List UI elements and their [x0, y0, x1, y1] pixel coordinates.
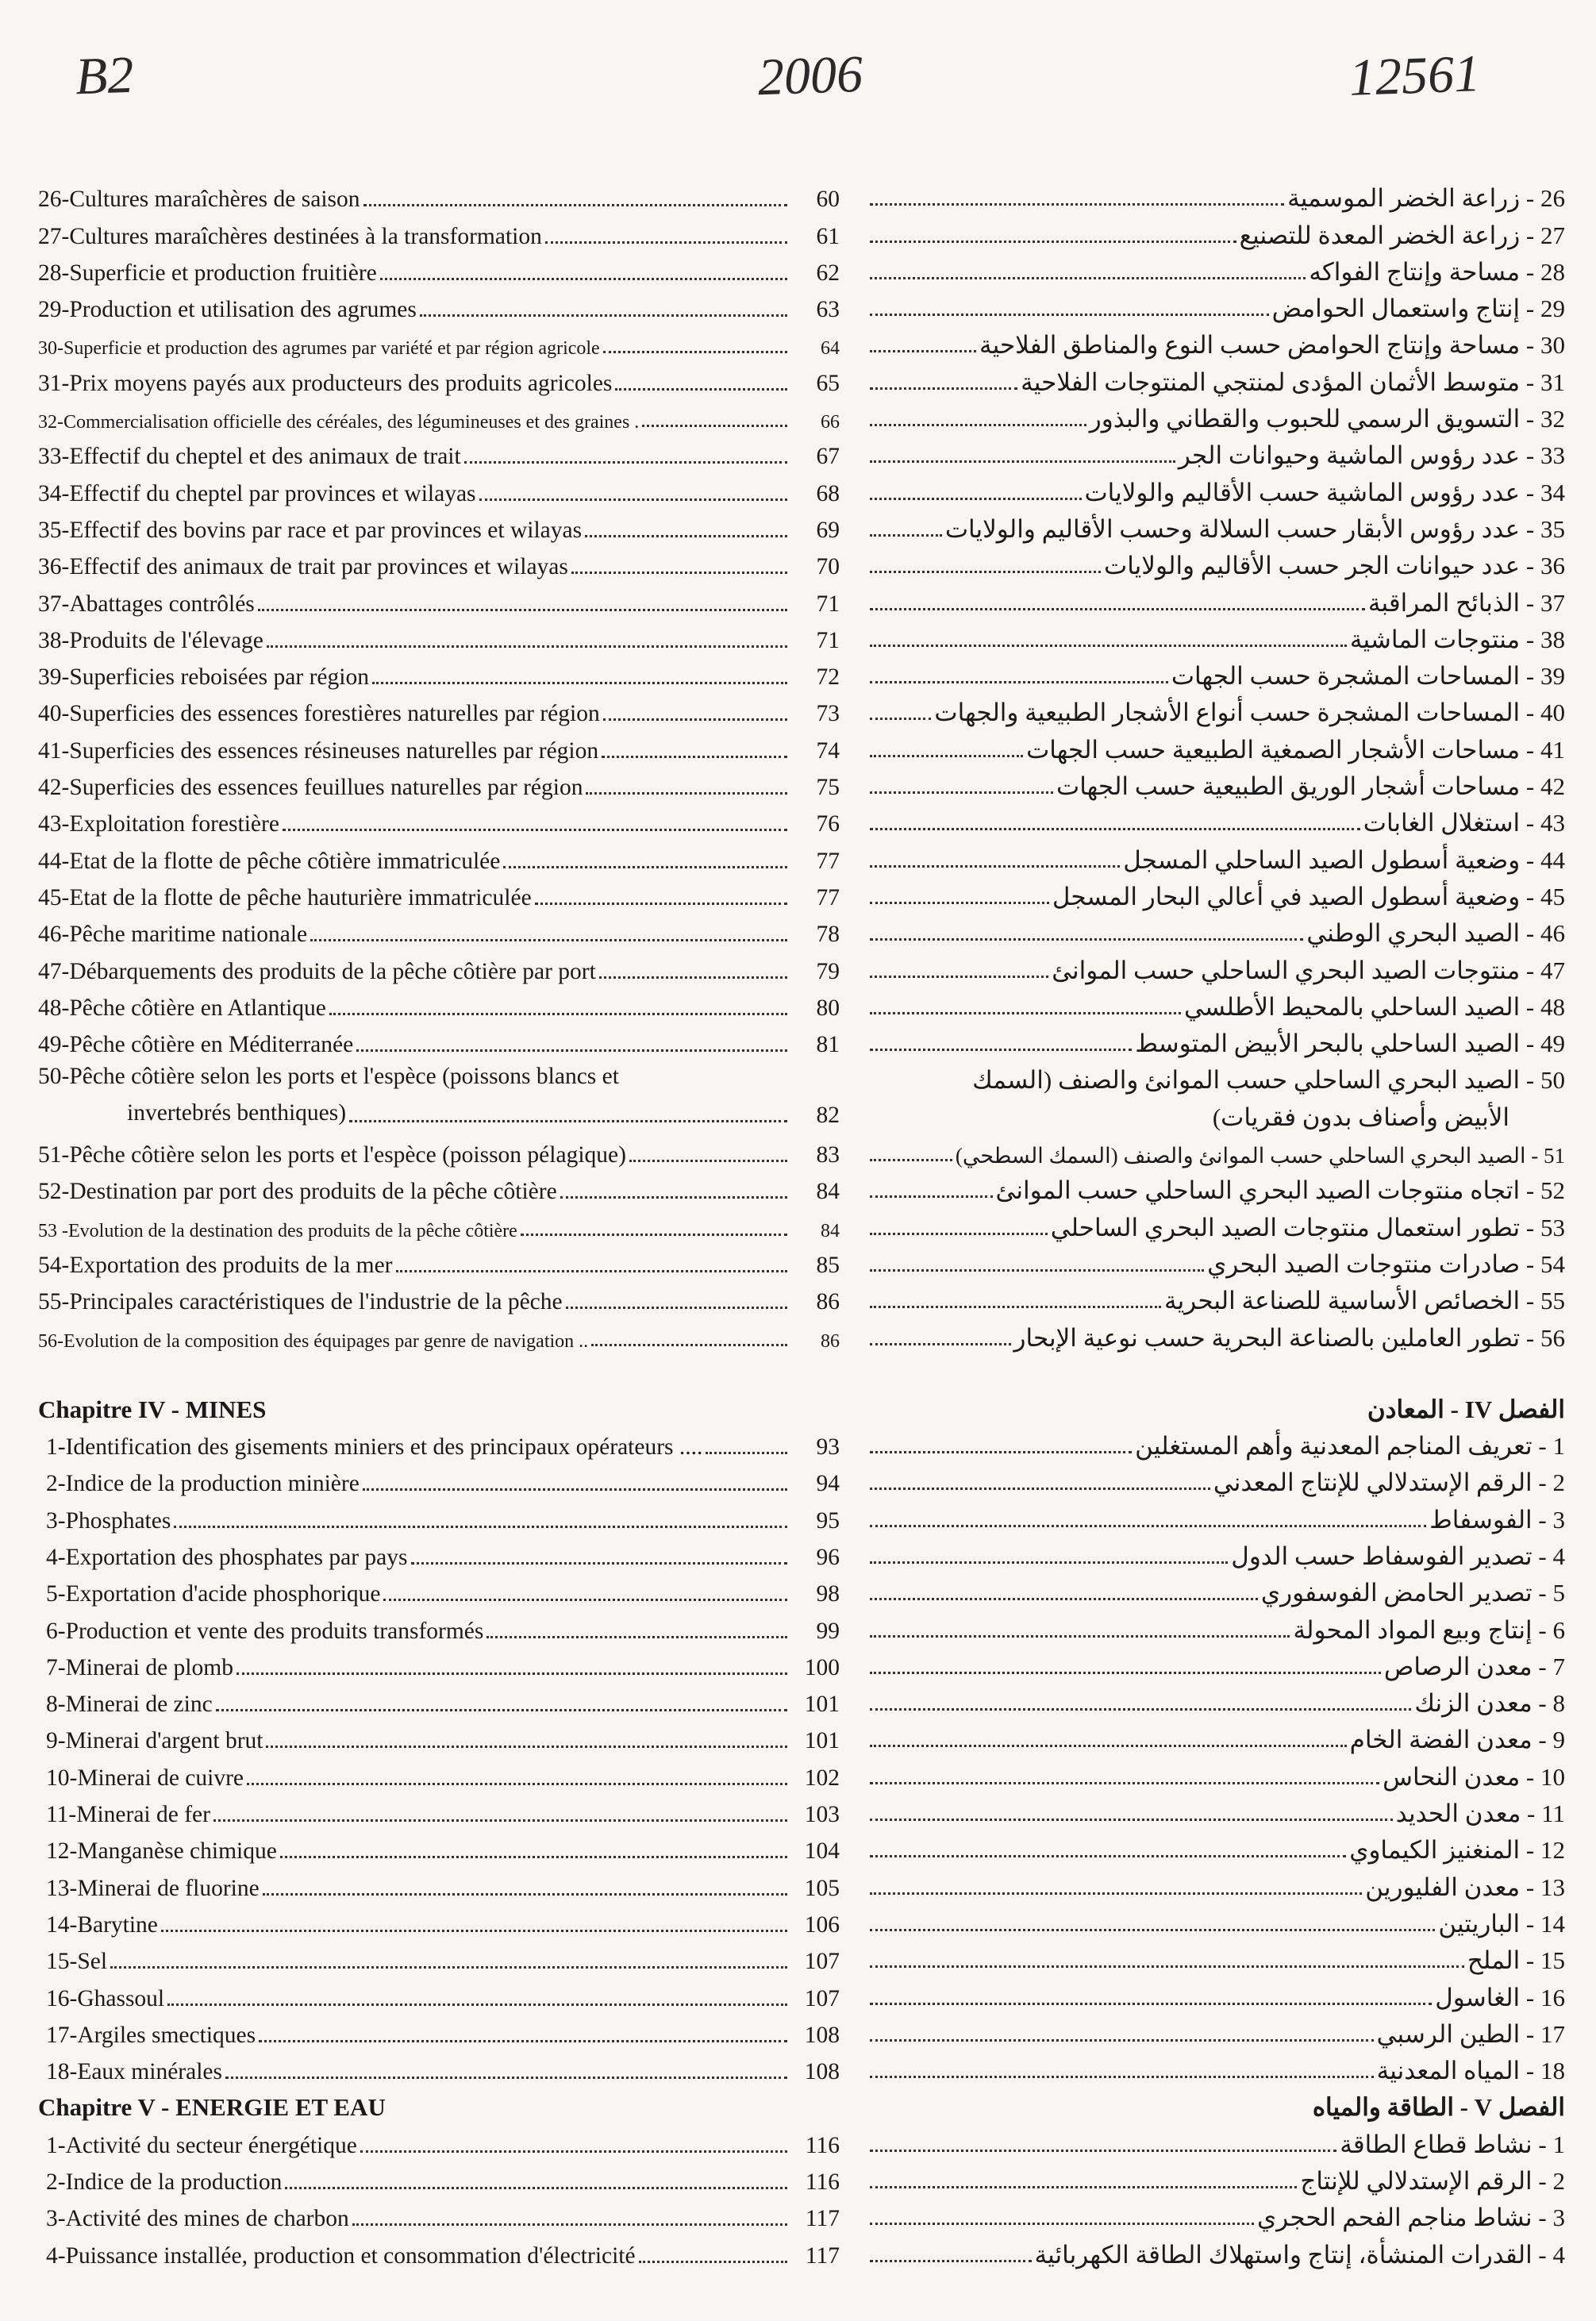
- toc-entry: [867, 837, 1565, 874]
- toc-entry: [867, 1205, 1565, 1241]
- entry-title: 8-Minerai de zinc: [46, 1692, 213, 1718]
- entry-title: 12-Manganèse chimique: [46, 1838, 277, 1865]
- entry-title: 8 - معدن الزنك: [1414, 1689, 1565, 1718]
- toc-entry: [867, 875, 1565, 911]
- entry-title: 34 - عدد رؤوس الماشية حسب الأقاليم والولايات: [1084, 478, 1565, 506]
- page-number: 94: [816, 1471, 840, 1497]
- page-number: 66: [821, 412, 840, 433]
- toc-entry: [867, 360, 1565, 396]
- toc-entry: [867, 1315, 1565, 1352]
- toc-entry: [46, 2049, 840, 2085]
- toc-entry: [38, 287, 840, 323]
- entry-title: 39-Superficies reboisées par région: [38, 664, 369, 691]
- page-number: 116: [805, 2169, 840, 2196]
- toc-entry: [46, 1424, 840, 1461]
- toc-entry: [867, 2049, 1565, 2085]
- toc-entry: [38, 875, 840, 911]
- entry-title: 16 - الغاسول: [1435, 1983, 1565, 2011]
- entry-title: 18 - المياه المعدنية: [1376, 2057, 1565, 2085]
- page-number: 78: [816, 922, 840, 948]
- entry-title: 44-Etat de la flotte de pêche côtière immatriculée: [38, 848, 501, 874]
- entry-title: 4-Puissance installée, production et consommation d'électricité: [46, 2242, 636, 2269]
- entry-title: 2-Indice de la production: [46, 2169, 283, 2196]
- entry-title: 47-Débarquements des produits de la pêche côtière par port: [38, 958, 596, 984]
- entry-title: 37-Abattages contrôlés: [38, 591, 255, 617]
- entry-title: 16-Ghassoul: [46, 1985, 165, 2011]
- page-number: 69: [816, 517, 840, 543]
- page-number: 103: [804, 1802, 840, 1828]
- toc-entry: [867, 1497, 1565, 1534]
- entry-title: 36 - عدد حيوانات الجر حسب الأقاليم والولايات: [1104, 552, 1565, 580]
- toc-entry: [867, 691, 1565, 727]
- toc-entry: [38, 323, 840, 360]
- toc-entry: [46, 1902, 840, 1938]
- page-number: 106: [804, 1911, 840, 1938]
- page-number: 107: [804, 1949, 840, 1975]
- toc-entry: [46, 1754, 840, 1791]
- page-number: 99: [816, 1618, 840, 1644]
- chapter-heading: Chapitre IV - MINES: [38, 1395, 267, 1423]
- entry-title: 28 - مساحة وإنتاج الفواكه: [1309, 257, 1565, 286]
- entry-title: 3 - الفوسفاط: [1429, 1505, 1565, 1534]
- page-number: 95: [816, 1507, 840, 1534]
- toc-entry: [867, 727, 1565, 764]
- entry-title: 2 - الرقم الإستدلالي للإنتاج: [1300, 2167, 1565, 2196]
- entry-title: 51-Pêche côtière selon les ports et l'espèce (poisson pélagique): [38, 1142, 626, 1168]
- page-number: 116: [805, 2132, 840, 2158]
- page-number: 79: [816, 958, 840, 984]
- entry-title: 47 - منتوجات الصيد البحري الساحلي حسب الموانئ: [1052, 956, 1565, 984]
- entry-title: 1-Identification des gisements miniers et des principaux opérateurs ....: [46, 1434, 703, 1461]
- entry-title: 48-Pêche côtière en Atlantique: [38, 995, 326, 1021]
- toc-entry: [38, 397, 840, 433]
- entry-title: 1-Activité du secteur énergétique: [46, 2132, 357, 2158]
- toc-entry: [46, 1681, 840, 1718]
- page-number: 73: [816, 701, 840, 727]
- entry-title: 10-Minerai de cuivre: [46, 1765, 244, 1791]
- arabic-chapter5-list: [867, 2122, 1565, 2269]
- toc-entry: [46, 2122, 840, 2158]
- toc-entry: [867, 544, 1565, 580]
- page-number: 75: [816, 775, 840, 801]
- entry-title: 50-Pêche côtière selon les ports et l'espèce (poissons blancs et: [38, 1064, 619, 1090]
- toc-entry: [46, 1718, 840, 1754]
- entry-title: 55 - الخصائص الأساسية للصناعة البحرية: [1163, 1287, 1565, 1315]
- toc-entry: [46, 1461, 840, 1497]
- toc-entry: [867, 1571, 1565, 1607]
- toc-entry: [867, 764, 1565, 801]
- entry-title: 55-Principales caractéristiques de l'industrie de la pêche: [38, 1289, 563, 1315]
- toc-entry: [46, 1571, 840, 1607]
- page-number: 62: [816, 260, 840, 286]
- entry-title: 36-Effectif des animaux de trait par provinces et wilayas: [38, 554, 568, 580]
- page-number: 63: [816, 297, 840, 323]
- toc-entry: [38, 544, 840, 580]
- toc-entry: [867, 1828, 1565, 1865]
- page-number: 80: [816, 995, 840, 1021]
- entry-title: 5-Exportation d'acide phosphorique: [46, 1581, 381, 1607]
- toc-entry: [867, 1461, 1565, 1497]
- page-number: 101: [804, 1728, 840, 1754]
- entry-title: 32-Commercialisation officielle des céréales, des légumineuses et des graines .: [38, 412, 640, 433]
- french-chapter5-list: [38, 2122, 840, 2269]
- entry-title: 6 - إنتاج وبيع المواد المحولة: [1293, 1615, 1565, 1644]
- toc-entry: [867, 397, 1565, 433]
- entry-title: 7 - معدن الرصاص: [1383, 1652, 1565, 1680]
- toc-entry: [38, 1132, 840, 1168]
- entry-title: 11 - معدن الحديد: [1395, 1799, 1565, 1828]
- toc-entry: [46, 1865, 840, 1901]
- entry-title: 46-Pêche maritime nationale: [38, 922, 308, 948]
- handwritten-note-right: 12561: [1348, 44, 1482, 107]
- arabic-chapter3-list: [867, 176, 1565, 1058]
- page-number: 84: [821, 1220, 840, 1241]
- toc-entry: [38, 727, 840, 764]
- toc-entry: [867, 1132, 1565, 1168]
- entry-title: 54 - صادرات منتوجات الصيد البحري: [1207, 1249, 1565, 1278]
- toc-entry: [38, 507, 840, 544]
- entry-title: 53 - تطور استعمال منتوجات الصيد البحري الساحلي: [1050, 1213, 1565, 1241]
- page-number: 82: [816, 1102, 840, 1128]
- toc-entry: [867, 2196, 1565, 2232]
- entry-title: 42 - مساحات أشجار الوريق الطبيعية حسب الجهات: [1056, 772, 1565, 801]
- toc-entry: [867, 618, 1565, 654]
- chapter-heading: الفصل V - الطاقة والمياه: [1312, 2093, 1565, 2122]
- entry-title: 5 - تصدير الحامض الفوسفوري: [1260, 1579, 1565, 1607]
- arabic-column: [867, 176, 1565, 2269]
- entry-title: 56 - تطور العاملين بالصناعة البحرية حسب نوعية الإبحار: [1013, 1323, 1565, 1352]
- toc-entry: [46, 1938, 840, 1975]
- page-number: 74: [816, 737, 840, 764]
- entry-title: 13 - معدن الفليورين: [1365, 1873, 1565, 1901]
- toc-entry: [867, 470, 1565, 506]
- toc-entry: [38, 837, 840, 874]
- entry-title: 2 - الرقم الإستدلالي للإنتاج المعدني: [1213, 1468, 1565, 1497]
- entry-title: 12 - المنغنيز الكيماوي: [1349, 1836, 1565, 1865]
- toc-entry: [38, 911, 840, 948]
- page-number: 104: [804, 1838, 840, 1865]
- page-number: 108: [804, 2059, 840, 2085]
- entry-title: 1 - نشاط قطاع الطاقة: [1340, 2130, 1565, 2158]
- toc-entry: [867, 1938, 1565, 1975]
- entry-title: 49-Pêche côtière en Méditerranée: [38, 1032, 354, 1058]
- toc-entry: [867, 1095, 1565, 1131]
- entry-title: 29-Production et utilisation des agrumes: [38, 297, 417, 323]
- handwritten-note-left: B2: [74, 45, 135, 106]
- entry-title: 9-Minerai d'argent brut: [46, 1728, 263, 1754]
- toc-entry: [867, 176, 1565, 213]
- toc-entry: [46, 2232, 840, 2269]
- toc-entry: [867, 911, 1565, 948]
- toc-entry: [867, 801, 1565, 837]
- page-number: 105: [804, 1875, 840, 1901]
- toc-entry: [38, 1315, 840, 1352]
- page-number: 101: [804, 1692, 840, 1718]
- page-number: 86: [816, 1289, 840, 1315]
- toc-entry: [867, 1279, 1565, 1315]
- entry-title: 27-Cultures maraîchères destinées à la transformation: [38, 223, 542, 249]
- handwritten-note-center: 2006: [756, 44, 864, 107]
- entry-title: 54-Exportation des produits de la mer: [38, 1252, 393, 1278]
- entry-title: 48 - الصيد الساحلي بالمحيط الأطلسي: [1183, 992, 1565, 1021]
- toc-entry: [867, 2012, 1565, 2049]
- toc-entry: [38, 985, 840, 1022]
- toc-entry: [46, 1828, 840, 1865]
- toc-entry: [867, 654, 1565, 691]
- toc-entry: [46, 1497, 840, 1534]
- toc-entry: [38, 618, 840, 654]
- entry-title: 38-Produits de l'élevage: [38, 627, 263, 653]
- toc-entry: [38, 1242, 840, 1279]
- entry-title: 31-Prix moyens payés aux producteurs des produits agricoles: [38, 370, 613, 396]
- page-number: 107: [804, 1985, 840, 2011]
- entry-title: 31 - متوسط الأثمان المؤدى لمنتجي المنتوجات الفلاحية: [1021, 368, 1565, 396]
- entry-title: 18-Eaux minérales: [46, 2059, 222, 2085]
- toc-entry: [38, 433, 840, 470]
- toc-entry: [867, 985, 1565, 1022]
- page-number: 76: [816, 811, 840, 837]
- toc-entry: [867, 1022, 1565, 1058]
- toc-entry: [46, 2196, 840, 2232]
- entry-title: 2-Indice de la production minière: [46, 1471, 360, 1497]
- toc-entry: [38, 176, 840, 213]
- toc-entry: [867, 250, 1565, 287]
- entry-title: 38 - منتوجات الماشية: [1349, 625, 1565, 653]
- toc-entry: [38, 360, 840, 396]
- entry-title: 56-Evolution de la composition des équipages par genre de navigation ..: [38, 1330, 589, 1352]
- toc-entry: [867, 1242, 1565, 1279]
- toc-entry: [38, 948, 840, 984]
- page-number: 83: [816, 1142, 840, 1168]
- entry-title: 46 - الصيد البحري الوطني: [1306, 919, 1565, 948]
- toc-entry: [46, 2159, 840, 2196]
- entry-title: 49 - الصيد الساحلي بالبحر الأبيض المتوسط: [1135, 1030, 1565, 1058]
- french-column: [38, 176, 840, 2269]
- toc-entry: [38, 580, 840, 617]
- entry-title: 51 - الصيد البحري الساحلي حسب الموانئ والصنف (السمك السطحي): [955, 1144, 1565, 1168]
- toc-entry: [867, 2122, 1565, 2158]
- page-number: 108: [804, 2022, 840, 2048]
- entry-title: 53 -Evolution de la destination des produits de la pêche côtière: [38, 1220, 517, 1241]
- entry-title: 14-Barytine: [46, 1911, 158, 1938]
- toc-entry: [46, 1534, 840, 1571]
- entry-title: 17 - الطين الرسبي: [1376, 2019, 1565, 2048]
- entry-title: 40 - المساحات المشجرة حسب أنواع الأشجار الطبيعية والجهات: [934, 699, 1565, 727]
- toc-entry: [38, 764, 840, 801]
- page-number: 84: [816, 1179, 840, 1205]
- entry-title: 45 - وضعية أسطول الصيد في أعالي البحار المسجل: [1052, 882, 1565, 910]
- toc-entry: [38, 1279, 840, 1315]
- entry-title: 4 - القدرات المنشأة، إنتاج واستهلاك الطاقة الكهربائية: [1034, 2240, 1565, 2269]
- toc-entry: [867, 1168, 1565, 1205]
- toc-entry: [46, 2012, 840, 2049]
- toc-entry: [867, 1424, 1565, 1461]
- french-chapter3-list: [38, 176, 840, 1058]
- page-number: 96: [816, 1544, 840, 1570]
- toc-entry: [46, 1645, 840, 1681]
- entry-title: 52-Destination par port des produits de la pêche côtière: [38, 1179, 557, 1205]
- page-number: 71: [816, 591, 840, 617]
- page-number: 70: [816, 554, 840, 580]
- chapter-heading: الفصل IV - المعادن: [1367, 1395, 1565, 1423]
- entry-title: 14 - الباريتين: [1438, 1909, 1565, 1938]
- toc-entry: [867, 433, 1565, 470]
- page-number: 117: [805, 2206, 840, 2232]
- page-number: 102: [804, 1765, 840, 1791]
- entry-title: 9 - معدن الفضة الخام: [1349, 1726, 1565, 1754]
- toc-entry: [38, 801, 840, 837]
- toc-entry: [38, 1168, 840, 1205]
- toc-entry: [867, 287, 1565, 323]
- entry-title: 44 - وضعية أسطول الصيد الساحلي المسجل: [1123, 845, 1565, 874]
- entry-title: 39 - المساحات المشجرة حسب الجهات: [1171, 662, 1565, 691]
- page-number: 72: [816, 664, 840, 691]
- page-number: 77: [816, 848, 840, 874]
- entry-title: 33 - عدد رؤوس الماشية وحيوانات الجر: [1178, 441, 1565, 470]
- entry-title-continued: invertebrés benthiques): [127, 1100, 347, 1126]
- entry-title: 43-Exploitation forestière: [38, 811, 279, 837]
- page-number: 61: [816, 223, 840, 249]
- page-number: 85: [816, 1252, 840, 1278]
- page-number: 98: [816, 1581, 840, 1607]
- entry-title-continued: الأبيض وأصناف بدون فقريات): [1212, 1103, 1509, 1131]
- arabic-chapter3-list-b: [867, 1132, 1565, 1353]
- entry-title: 41 - مساحات الأشجار الصمغية الطبيعية حسب الجهات: [1026, 735, 1565, 764]
- toc-entry: [867, 1975, 1565, 2011]
- entry-title: 50 - الصيد البحري الساحلي حسب الموانئ والصنف (السمك: [972, 1066, 1565, 1095]
- entry-title: 10 - معدن النحاس: [1383, 1762, 1565, 1791]
- toc-entry: [38, 691, 840, 727]
- entry-title: 40-Superficies des essences forestières naturelles par région: [38, 701, 600, 727]
- entry-title: 43 - استغلال الغابات: [1363, 809, 1565, 837]
- entry-title: 3-Activité des mines de charbon: [46, 2206, 349, 2232]
- page-number: 64: [821, 338, 840, 360]
- toc-entry: [867, 213, 1565, 249]
- french-chapter3-list-b: [38, 1132, 840, 1353]
- entry-title: 33-Effectif du cheptel et des animaux de trait: [38, 444, 461, 470]
- toc-entry: [38, 250, 840, 287]
- toc-entry: [867, 1058, 1565, 1095]
- page-number: 65: [816, 370, 840, 396]
- entry-title: 1 - تعريف المناجم المعدنية وأهم المستغلين: [1135, 1432, 1565, 1461]
- page-number: 68: [816, 480, 840, 506]
- toc-entry: [867, 1645, 1565, 1681]
- entry-title: 3 - نشاط مناجم الفحم الحجري: [1257, 2204, 1565, 2232]
- entry-title: 35-Effectif des bovins par race et par provinces et wilayas: [38, 517, 583, 543]
- entry-title: 11-Minerai de fer: [46, 1802, 210, 1828]
- entry-title: 4-Exportation des phosphates par pays: [46, 1544, 408, 1570]
- toc-entry: [867, 1681, 1565, 1718]
- toc-entry: [867, 1865, 1565, 1901]
- toc-entry: [46, 1975, 840, 2011]
- entry-title: 4 - تصدير الفوسفاط حسب الدول: [1231, 1542, 1565, 1570]
- entry-title: 27 - زراعة الخضر المعدة للتصنيع: [1239, 221, 1565, 249]
- entry-title: 15-Sel: [46, 1949, 108, 1975]
- entry-title: 15 - الملح: [1467, 1946, 1565, 1975]
- entry-title: 29 - إنتاج واستعمال الحوامض: [1271, 294, 1565, 323]
- entry-title: 6-Production et vente des produits transformés: [46, 1618, 484, 1644]
- toc-entry: [867, 1754, 1565, 1791]
- toc-entry: [38, 1022, 840, 1058]
- page-number: 67: [816, 444, 840, 470]
- entry-title: 26 - زراعة الخضر الموسمية: [1287, 184, 1565, 213]
- toc-entry: [38, 1058, 840, 1132]
- entry-title: 13-Minerai de fluorine: [46, 1875, 260, 1901]
- page-number: 60: [816, 187, 840, 213]
- page-number: 71: [816, 627, 840, 653]
- entry-title: 28-Superficie et production fruitière: [38, 260, 377, 286]
- page-number: 100: [804, 1654, 840, 1680]
- toc-entry: [867, 948, 1565, 984]
- entry-title: 3-Phosphates: [46, 1507, 171, 1534]
- arabic-chapter4-list: [867, 1424, 1565, 2085]
- entry-title: 45-Etat de la flotte de pêche hauturière immatriculée: [38, 884, 532, 910]
- entry-title: 41-Superficies des essences résineuses naturelles par région: [38, 737, 599, 764]
- entry-title: 17-Argiles smectiques: [46, 2022, 256, 2048]
- entry-title: 34-Effectif du cheptel par provinces et wilayas: [38, 480, 476, 506]
- entry-title: 7-Minerai de plomb: [46, 1654, 233, 1680]
- entry-title: 52 - اتجاه منتوجات الصيد البحري الساحلي حسب الموانئ: [995, 1176, 1565, 1205]
- toc-entry: [38, 654, 840, 691]
- toc-entry: [867, 1902, 1565, 1938]
- toc-entry: [867, 2159, 1565, 2196]
- toc-entry: [867, 580, 1565, 617]
- entry-title: 26-Cultures maraîchères de saison: [38, 187, 360, 213]
- entry-title: 32 - التسويق الرسمي للحبوب والقطاني والبذور: [1089, 405, 1565, 433]
- page-number: 117: [805, 2242, 840, 2269]
- entry-title: 30 - مساحة وإنتاج الحوامض حسب النوع والمناطق الفلاحية: [979, 331, 1565, 360]
- toc-entry: [867, 323, 1565, 360]
- toc-entry: [867, 1792, 1565, 1828]
- page-number: 93: [816, 1434, 840, 1461]
- page-number: 86: [821, 1330, 840, 1352]
- toc-entry: [38, 470, 840, 506]
- toc-entry: [46, 1607, 840, 1644]
- toc-entry: [867, 1607, 1565, 1644]
- toc-entry: [38, 1205, 840, 1241]
- entry-title: 42-Superficies des essences feuillues naturelles par région: [38, 775, 583, 801]
- toc-entry: [46, 1792, 840, 1828]
- toc-entry: [867, 2232, 1565, 2269]
- entry-title: 37 - الذبائح المراقبة: [1367, 588, 1565, 617]
- entry-title: 35 - عدد رؤوس الأبقار حسب السلالة وحسب الأقاليم والولايات: [944, 514, 1565, 543]
- toc-entry: [867, 1534, 1565, 1571]
- toc-entry: [867, 1718, 1565, 1754]
- toc-entry: [867, 507, 1565, 544]
- entry-title: 30-Superficie et production des agrumes par variété et par région agricole: [38, 338, 600, 360]
- french-chapter4-list: [38, 1424, 840, 2085]
- page-number: 81: [816, 1032, 840, 1058]
- chapter-heading: Chapitre V - ENERGIE ET EAU: [38, 2093, 386, 2122]
- toc-entry: [38, 213, 840, 249]
- page-number: 77: [816, 884, 840, 910]
